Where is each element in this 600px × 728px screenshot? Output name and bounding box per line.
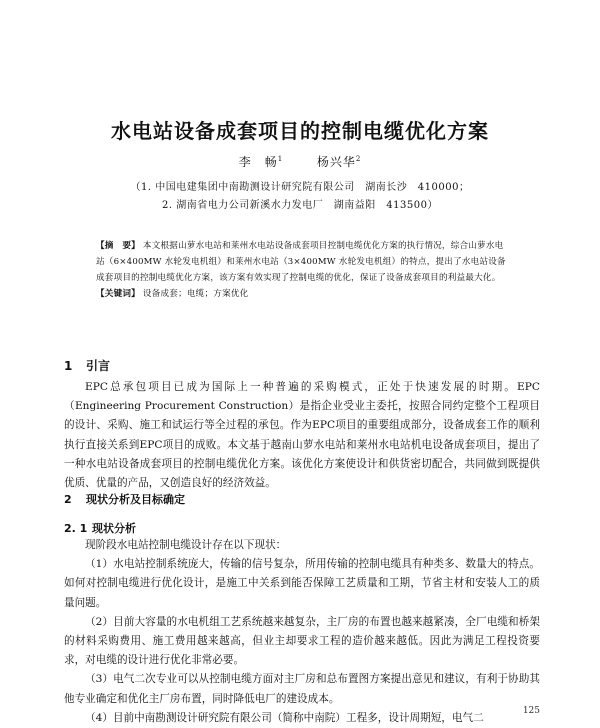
author-superscript: 2 (355, 155, 362, 163)
section-title: 引言 (86, 359, 111, 373)
body-paragraph: EPC总承包项目已成为国际上一种普遍的采购模式，正处于快速发展的时期。EPC（Engineering Procurement Construction）是指企业受业主委托，按照合同约定整个工程项目的设计、采购、施工和试运行等全过程的承包。作为EPC项目的重要组成部分，设备成套工作的顺利执行直接关系到EPC项目的成败。本文基于越南山萝水电站和莱州水电站机电设备成套项目，提出了一种水电站设备成套项目的控制电缆优化方案。该优化方案使设计和供货密切配合，共同做到既提供优质、优量的产品，又创造良好的经济效益。 (64, 381, 540, 490)
author-line (0, 153, 600, 170)
section-title: 现状分析及目标确定 (86, 493, 185, 506)
section-body (64, 378, 540, 493)
subsection-heading (64, 520, 136, 536)
section-number: 1 (64, 359, 73, 373)
affiliation-2: 2. 湖南省电力公司新溪水力发电厂 湖南益阳 413500） (162, 200, 438, 211)
keywords-paragraph (96, 286, 506, 302)
section-heading (64, 491, 185, 507)
body-paragraph: 现阶段水电站控制电缆设计存在以下现状： (85, 539, 287, 551)
author-name: 李 畅 (238, 155, 278, 169)
affiliation-1: （1. 中国电建集团中南勘测设计研究院有限公司 湖南长沙 410000； (130, 182, 470, 193)
page-number: 125 (522, 706, 540, 716)
abstract-block (96, 238, 506, 302)
subsection-body (64, 536, 540, 728)
paper-title: 水电站设备成套项目的控制电缆优化方案 (111, 119, 489, 143)
section-number: 2 (64, 493, 72, 506)
section-heading (64, 357, 110, 374)
body-paragraph: （2）目前大容量的水电机组工艺系统越来越复杂，主厂房的布置也越来越紧凑，全厂电缆和桥架的材料采购费用、施工费用越来越高，但业主却要求工程的造价越来越低。因此为满足工程投资要求，对电缆的设计进行优化非常必要。 (64, 615, 540, 667)
abstract-text: 本文根据山萝水电站和莱州水电站设备成套项目控制电缆优化方案的执行情况，综合山萝水电站（6×400MW 水轮发电机组）和莱州水电站（3×400MW 水轮发电机组）的特点，提出了水电站设备成套项目的控制电缆优化方案，该方案有效实现了控制电缆的优化，保证了设备成套项目的利益最大化。 (96, 241, 506, 283)
author-name: 杨兴华 (316, 155, 356, 169)
body-paragraph: （1）水电站控制系统庞大，传输的信号复杂，所用传输的控制电缆具有种类多、数量大的特点。如何对控制电缆进行优化设计，是施工中关系到能否保障工艺质量和工期，节省主材和安装人工的质量问题。 (64, 558, 540, 609)
subsection-title: 现状分析 (92, 522, 136, 535)
subsection-number: 2. 1 (64, 522, 88, 535)
abstract-paragraph (96, 238, 506, 286)
body-paragraph: （3）电气二次专业可以从控制电缆方面对主厂房和总布置图方案提出意见和建议，有利于协助其他专业确定和优化主厂房布置，同时降低电厂的建设成本。 (64, 673, 540, 705)
author-superscript: 1 (277, 155, 284, 163)
keywords-text: 设备成套；电缆；方案优化 (142, 289, 249, 299)
body-paragraph: （4）目前中南勘测设计研究院有限公司（简称中南院）工程多，设计周期短，电气二 (85, 711, 484, 724)
abstract-label: 【摘 要】 (96, 241, 140, 251)
keywords-label: 【关键词】 (96, 289, 140, 299)
